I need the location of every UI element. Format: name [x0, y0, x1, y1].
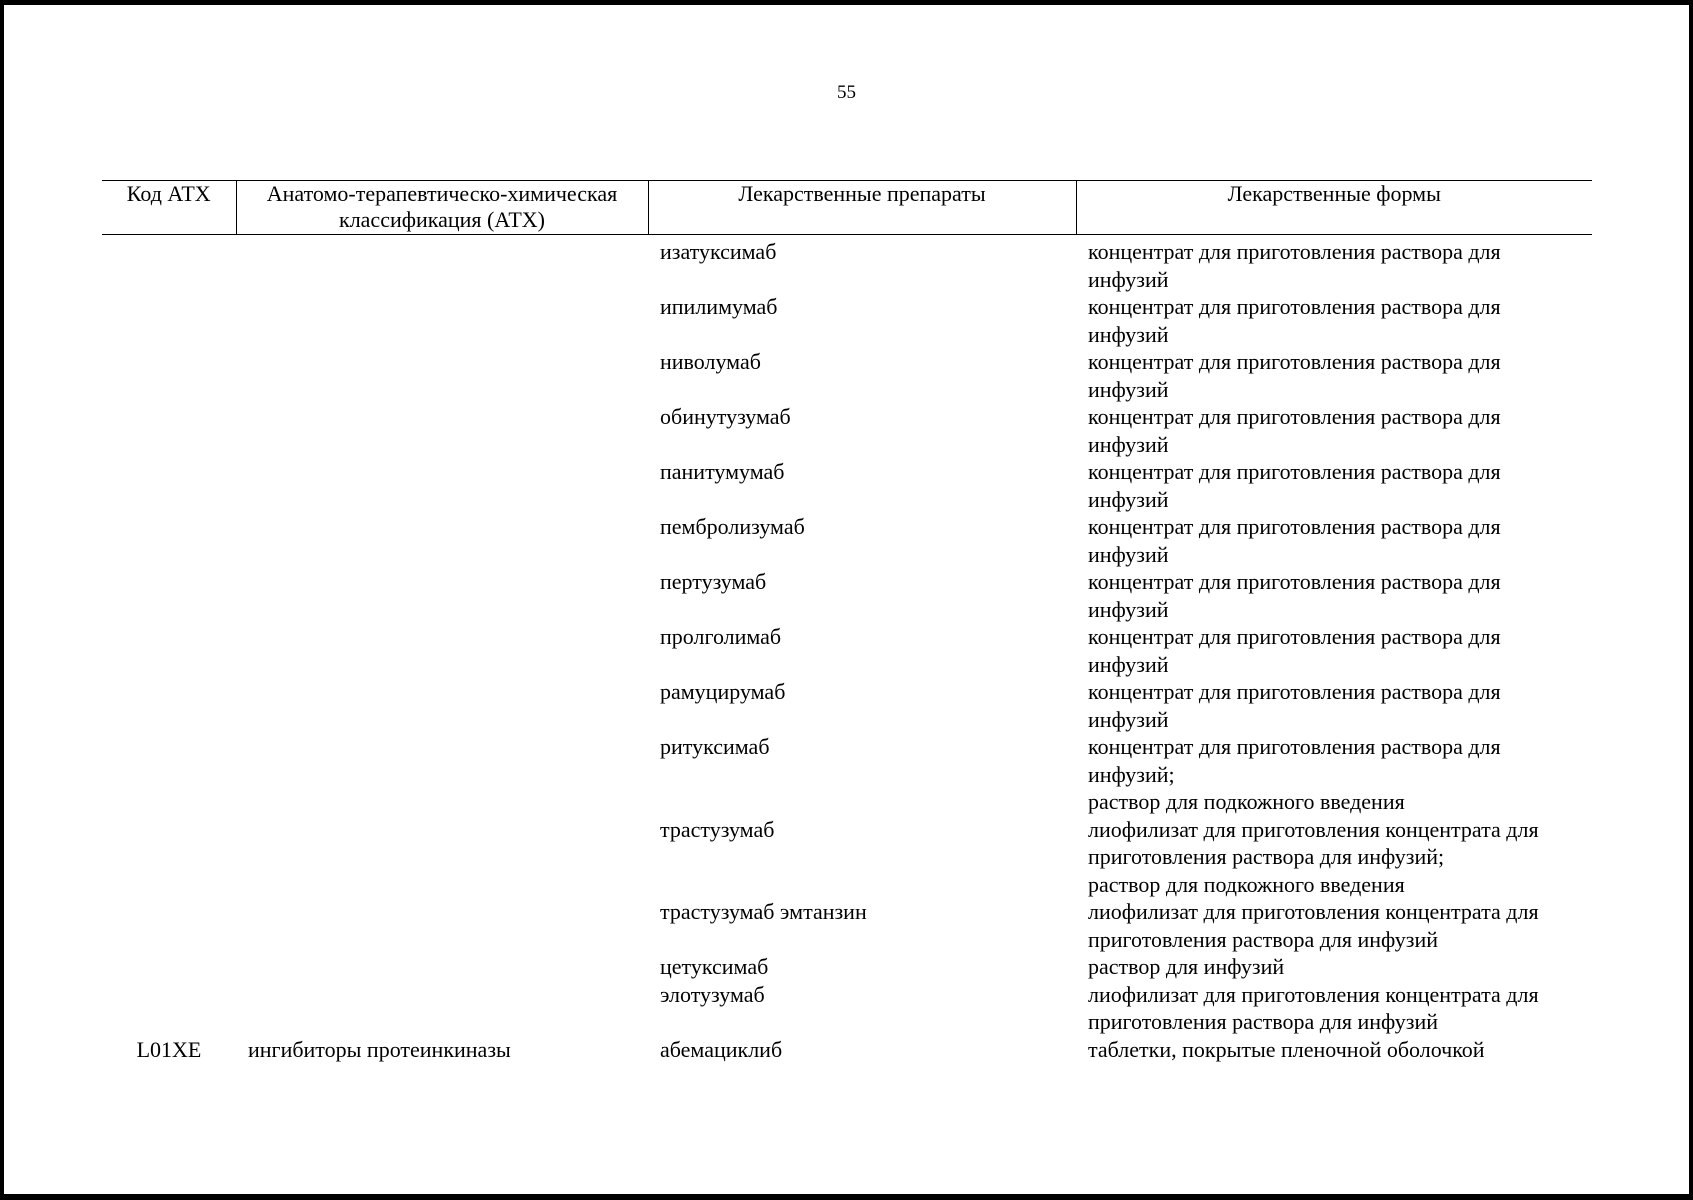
page-number: 55 — [837, 82, 856, 103]
drug-name-cell: абемациклиб — [660, 1036, 783, 1062]
dosage-forms-cell — [1076, 1036, 1592, 1064]
table-row — [102, 513, 1592, 568]
atc-classification-cell — [236, 458, 648, 513]
table-row — [102, 898, 1592, 953]
atc-classification-cell — [236, 348, 648, 403]
drug-name-cell: обинутузумаб — [660, 404, 791, 429]
table-row — [102, 293, 1592, 348]
drug-name-cell: панитумумаб — [660, 459, 785, 484]
dosage-form-text: лиофилизат для приготовления концентрата для приготовления раствора для инфузий — [1088, 899, 1539, 952]
atc-classification-cell — [236, 953, 648, 981]
header-row — [102, 181, 1592, 235]
dosage-forms-cell — [1076, 816, 1592, 899]
dosage-form-text: концентрат для приготовления раствора для инфузий — [1088, 404, 1501, 457]
drug-name-cell: пембролизумаб — [660, 514, 805, 539]
table-row — [102, 678, 1592, 733]
table-header — [102, 181, 1592, 235]
dosage-form-text: концентрат для приготовления раствора для инфузий — [1088, 459, 1501, 512]
atc-code-cell — [102, 678, 236, 733]
drug-name-cell: ритуксимаб — [660, 734, 770, 759]
atc-code-cell — [102, 623, 236, 678]
atc-classification-cell — [236, 568, 648, 623]
atc-code-cell: L01XE — [136, 1036, 202, 1062]
dosage-forms-cell — [1076, 568, 1592, 623]
atc-code-cell — [102, 293, 236, 348]
atc-code-cell — [102, 513, 236, 568]
table-row — [102, 403, 1592, 458]
atc-classification-cell — [236, 981, 648, 1036]
drug-name-cell: рамуцирумаб — [660, 679, 786, 704]
atc-classification-cell — [236, 403, 648, 458]
header-atc-code: Код АТХ — [102, 181, 236, 235]
atc-classification-cell — [236, 816, 648, 899]
dosage-form-text: раствор для подкожного введения — [1088, 789, 1405, 814]
atc-classification-cell: ингибиторы протеинкиназы — [248, 1036, 511, 1062]
dosage-forms-cell — [1076, 623, 1592, 678]
header-dosage-forms: Лекарственные формы — [1076, 181, 1592, 235]
dosage-form-text: концентрат для приготовления раствора для инфузий — [1088, 679, 1501, 732]
atc-code-cell — [102, 458, 236, 513]
atc-code-cell — [102, 733, 236, 816]
atc-code-cell — [102, 403, 236, 458]
table-row — [102, 981, 1592, 1036]
drug-name-cell: ниволумаб — [660, 349, 761, 374]
atc-classification-cell — [236, 898, 648, 953]
dosage-form-text: раствор для инфузий — [1088, 954, 1285, 979]
dosage-form-text: концентрат для приготовления раствора для инфузий; — [1088, 734, 1501, 787]
table-row — [102, 568, 1592, 623]
dosage-form-text: концентрат для приготовления раствора для инфузий — [1088, 349, 1501, 402]
dosage-form-text: таблетки, покрытые пленочной оболочкой — [1088, 1036, 1485, 1062]
drug-name-cell: ипилимумаб — [660, 294, 778, 319]
dosage-forms-cell — [1076, 403, 1592, 458]
dosage-form-text: концентрат для приготовления раствора для инфузий — [1088, 514, 1501, 567]
dosage-forms-cell — [1076, 513, 1592, 568]
dosage-forms-cell — [1076, 953, 1592, 981]
atc-classification-cell — [236, 235, 648, 294]
atc-code-cell — [102, 816, 236, 899]
atc-code-cell — [102, 981, 236, 1036]
table-row — [102, 235, 1592, 294]
dosage-form-text: концентрат для приготовления раствора для инфузий — [1088, 624, 1501, 677]
atc-classification-cell — [236, 733, 648, 816]
drug-name-cell: элотузумаб — [660, 981, 765, 1007]
header-drugs: Лекарственные препараты — [648, 181, 1076, 235]
atc-classification-cell — [236, 678, 648, 733]
table-row — [102, 623, 1592, 678]
atc-code-cell — [102, 898, 236, 953]
dosage-form-text: лиофилизат для приготовления концентрата для приготовления раствора для инфузий — [1088, 981, 1539, 1034]
table-row — [102, 953, 1592, 981]
atc-code-cell — [102, 235, 236, 294]
drug-name-cell: пертузумаб — [660, 569, 767, 594]
table-row — [102, 733, 1592, 816]
dosage-form-text: концентрат для приготовления раствора для инфузий — [1088, 294, 1501, 347]
dosage-form-text: раствор для подкожного введения — [1088, 871, 1405, 897]
header-atc-classification: Анатомо-терапевтическо-химическая классификация (АТХ) — [236, 181, 648, 235]
atc-classification-cell — [236, 623, 648, 678]
dosage-form-text: концентрат для приготовления раствора для инфузий — [1088, 569, 1501, 622]
dosage-forms-cell — [1076, 348, 1592, 403]
dosage-forms-cell — [1076, 678, 1592, 733]
drug-name-cell: цетуксимаб — [660, 954, 769, 979]
drug-name-cell: пролголимаб — [660, 624, 782, 649]
dosage-forms-cell — [1076, 733, 1592, 816]
drug-name-cell: изатуксимаб — [660, 239, 777, 264]
drug-name-cell: трастузумаб — [660, 816, 775, 842]
atc-code-cell — [102, 568, 236, 623]
dosage-forms-cell — [1076, 458, 1592, 513]
dosage-forms-cell — [1076, 898, 1592, 953]
atc-code-cell — [102, 348, 236, 403]
dosage-forms-cell — [1076, 293, 1592, 348]
atc-table-container — [102, 180, 1592, 1063]
dosage-form-text: лиофилизат для приготовления концентрата для приготовления раствора для инфузий; — [1088, 816, 1539, 869]
drug-name-cell: трастузумаб эмтанзин — [660, 899, 867, 924]
atc-drug-table — [102, 180, 1592, 1063]
table-row — [102, 348, 1592, 403]
table-row — [102, 816, 1592, 899]
table-row — [102, 1036, 1592, 1064]
atc-classification-cell — [236, 513, 648, 568]
table-row — [102, 458, 1592, 513]
dosage-forms-cell — [1076, 981, 1592, 1036]
table-body — [102, 235, 1592, 1064]
atc-classification-cell — [236, 293, 648, 348]
atc-code-cell — [102, 953, 236, 981]
dosage-forms-cell — [1076, 235, 1592, 294]
dosage-form-text: концентрат для приготовления раствора для инфузий — [1088, 239, 1501, 292]
